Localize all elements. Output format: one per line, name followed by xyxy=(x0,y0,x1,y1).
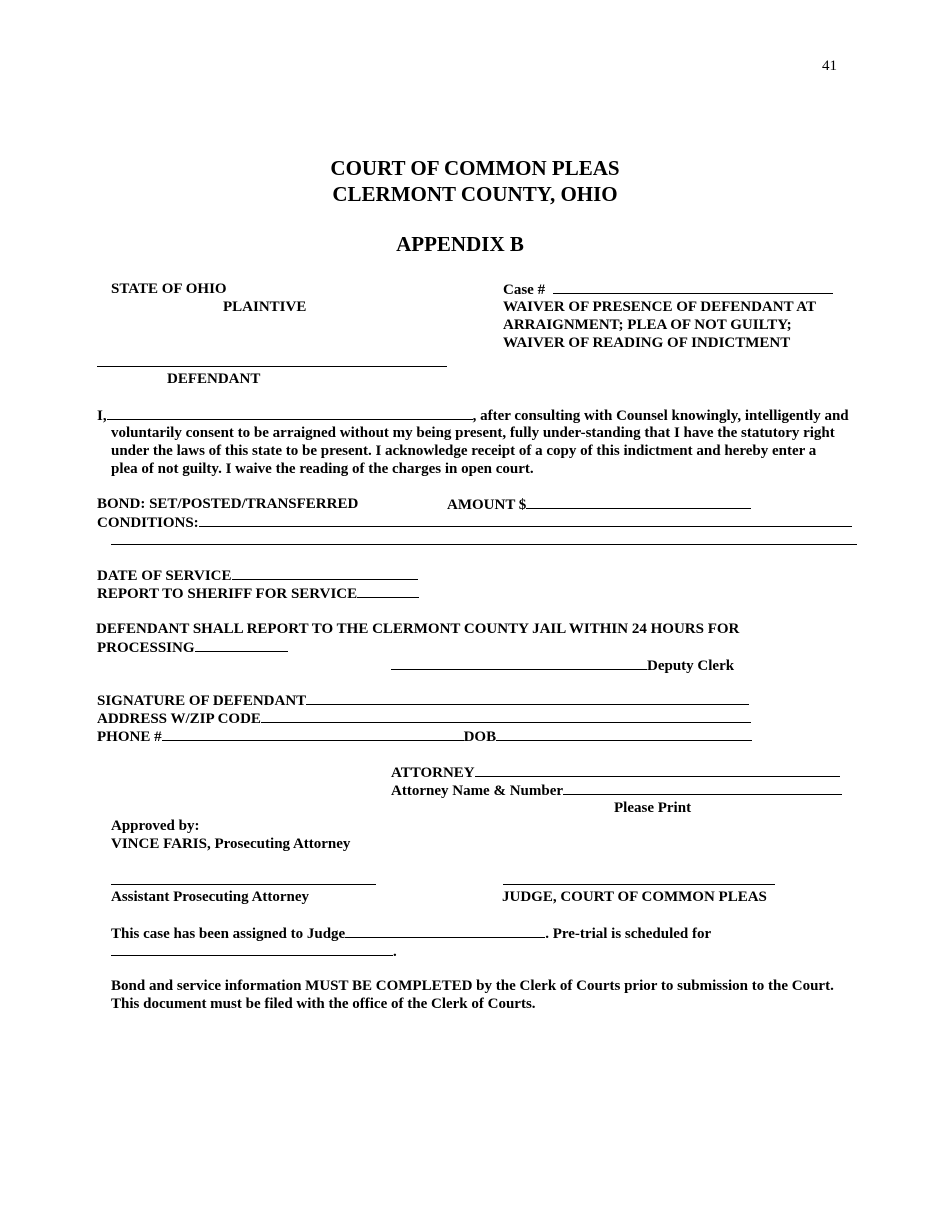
state-label: STATE OF OHIO xyxy=(111,281,227,297)
assistant-prosecutor-label: Assistant Prosecuting Attorney xyxy=(111,889,310,905)
defendant-signature-field[interactable] xyxy=(97,691,749,710)
page-number: 41 xyxy=(822,58,837,74)
dob-line[interactable] xyxy=(496,727,752,741)
processing-label: PROCESSING xyxy=(97,640,195,656)
prosecuting-attorney-name: VINCE FARIS, Prosecuting Attorney xyxy=(111,836,351,852)
case-number-label: Case # xyxy=(503,282,546,298)
ack-line1-text: , after consulting with Counsel knowingly, intelligently and xyxy=(472,408,849,424)
conditions-line[interactable] xyxy=(199,513,852,527)
court-title-line2: CLERMONT COUNTY, OHIO xyxy=(332,182,618,206)
phone-line[interactable] xyxy=(162,727,464,741)
conditions-field[interactable] xyxy=(97,513,852,532)
notice-line1: Bond and service information MUST BE COMPLETED by the Clerk of Courts prior to submission to the Court. xyxy=(111,978,834,994)
defendant-label: DEFENDANT xyxy=(167,371,261,387)
attorney-name-number-line[interactable] xyxy=(563,781,842,795)
deputy-clerk-signature-line[interactable] xyxy=(391,656,647,670)
attorney-label: ATTORNEY xyxy=(391,765,475,781)
defendant-signature-line[interactable] xyxy=(306,691,749,705)
address-field[interactable] xyxy=(97,709,751,728)
pretrial-date-field[interactable] xyxy=(111,942,397,961)
bond-amount-line[interactable] xyxy=(526,495,751,509)
attorney-field[interactable] xyxy=(391,763,840,782)
date-of-service-label: DATE OF SERVICE xyxy=(97,568,232,584)
waiver-title-line2: ARRAIGNMENT; PLEA OF NOT GUILTY; xyxy=(503,317,792,333)
case-number-field[interactable] xyxy=(503,280,833,299)
ack-line2: voluntarily consent to be arraigned without my being present, fully under-standing that I have the statutory right xyxy=(111,425,835,441)
report-sheriff-line[interactable] xyxy=(357,584,419,598)
bond-amount-field[interactable] xyxy=(447,495,751,514)
ack-line3: under the laws of this state to be present. I acknowledge receipt of a copy of this indictment and hereby enter a xyxy=(111,443,817,459)
assigned-judge-line[interactable] xyxy=(345,924,545,938)
jail-report-line1: DEFENDANT SHALL REPORT TO THE CLERMONT COUNTY JAIL WITHIN 24 HOURS FOR xyxy=(96,621,740,637)
phone-label: PHONE # xyxy=(97,729,162,745)
pretrial-period: . xyxy=(393,944,397,960)
bond-label: BOND: SET/POSTED/TRANSFERRED xyxy=(97,496,359,512)
waiver-title-line1: WAIVER OF PRESENCE OF DEFENDANT AT xyxy=(503,299,816,315)
judge-label: JUDGE, COURT OF COMMON PLEAS xyxy=(502,889,767,905)
date-of-service-field[interactable] xyxy=(97,566,418,585)
processing-field[interactable] xyxy=(97,638,288,657)
judge-signature-line[interactable] xyxy=(503,884,775,885)
conditions-line-2[interactable] xyxy=(111,544,857,545)
attorney-signature-line[interactable] xyxy=(475,763,840,777)
dob-label: DOB xyxy=(463,729,497,745)
address-line[interactable] xyxy=(261,709,751,723)
appendix-title: APPENDIX B xyxy=(396,232,524,256)
ack-prefix: I, xyxy=(97,408,107,424)
defendant-name-fill-line[interactable] xyxy=(107,406,473,420)
waiver-title-line3: WAIVER OF READING OF INDICTMENT xyxy=(503,335,791,351)
report-sheriff-field[interactable] xyxy=(97,584,419,603)
deputy-clerk-field[interactable] xyxy=(391,656,734,675)
date-of-service-line[interactable] xyxy=(232,566,418,580)
ack-line1 xyxy=(97,406,849,425)
please-print-note: Please Print xyxy=(614,800,692,816)
court-title-line1: COURT OF COMMON PLEAS xyxy=(330,156,620,180)
processing-line[interactable] xyxy=(195,638,288,652)
defendant-name-line[interactable] xyxy=(97,366,447,367)
report-sheriff-label: REPORT TO SHERIFF FOR SERVICE xyxy=(97,586,358,602)
pretrial-label: . Pre-trial is scheduled for xyxy=(545,926,712,942)
judge-assignment-prefix: This case has been assigned to Judge xyxy=(111,926,346,942)
pretrial-date-line[interactable] xyxy=(111,942,393,956)
defendant-signature-label: SIGNATURE OF DEFENDANT xyxy=(97,693,307,709)
ack-line4: plea of not guilty. I waive the reading of the charges in open court. xyxy=(111,461,534,477)
bond-amount-label: AMOUNT $ xyxy=(447,497,527,513)
address-label: ADDRESS W/ZIP CODE xyxy=(97,711,261,727)
notice-line2: This document must be filed with the office of the Clerk of Courts. xyxy=(111,996,536,1012)
case-number-line[interactable] xyxy=(553,280,833,294)
judge-assignment-line[interactable] xyxy=(111,924,711,943)
approved-by-label: Approved by: xyxy=(111,818,200,834)
attorney-name-number-label: Attorney Name & Number xyxy=(391,783,564,799)
phone-dob-field[interactable] xyxy=(97,727,752,746)
plaintiff-label: PLAINTIVE xyxy=(223,299,307,315)
deputy-clerk-label: Deputy Clerk xyxy=(647,658,735,674)
attorney-name-number-field[interactable] xyxy=(391,781,842,800)
conditions-label: CONDITIONS: xyxy=(97,515,199,531)
assistant-prosecutor-signature-line[interactable] xyxy=(111,884,376,885)
